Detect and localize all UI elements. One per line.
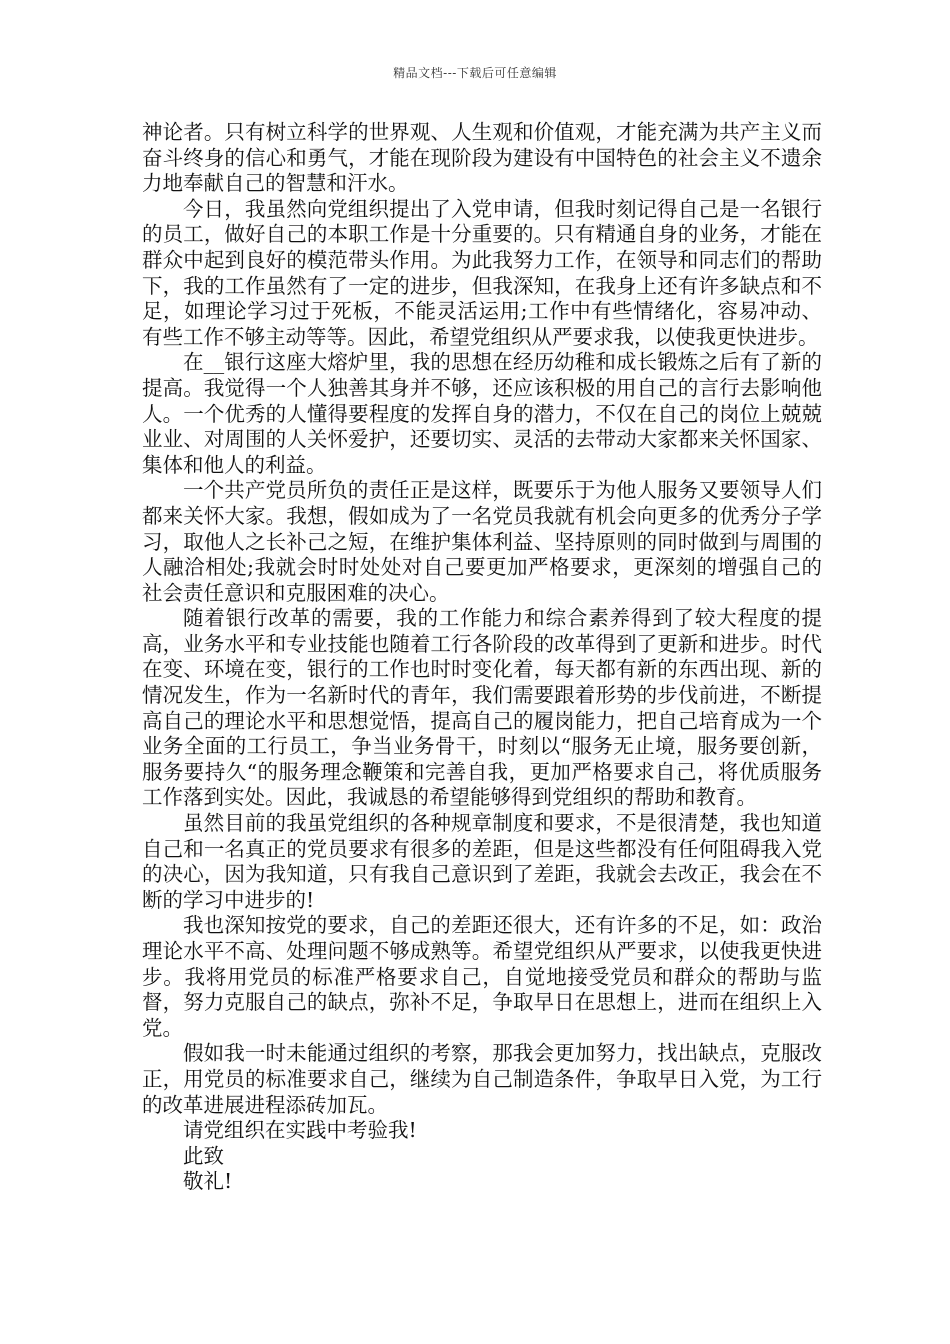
salutation-zhizhi: 此致: [183, 1143, 224, 1168]
closing-request: 请党组织在实践中考验我!: [183, 1118, 417, 1143]
paragraph: 假如我一时未能通过组织的考察，那我会更加努力，找出缺点，克服改正，用党员的标准要求自己，继续为自己制造条件，争取早日入党，为工行的改革进展进程添砖加瓦。: [142, 1041, 822, 1117]
paragraph: 我也深知按党的要求，自己的差距还很大，还有许多的不足，如：政治理论水平不高、处理问题不够成熟等。希望党组织从严要求，以使我更快进步。我将用党员的标准严格要求自己，自觉地接受党员和群众的帮助与监督，努力克服自己的缺点，弥补不足，争取早日在思想上，进而在组织上入党。: [142, 913, 822, 1040]
document-body: [142, 120, 822, 1195]
salutation-jingli: 敬礼!: [183, 1169, 233, 1194]
paragraph: 今日，我虽然向党组织提出了入党申请，但我时刻记得自己是一名银行的员工，做好自己的本职工作是十分重要的。只有精通自身的业务，才能在群众中起到良好的模范带头作用。为此我努力工作，在领导和同志们的帮助下，我的工作虽然有了一定的进步，但我深知，在我身上还有许多缺点和不足，如理论学习过于死板，不能灵活运用;工作中有些情绪化，容易冲动、有些工作不够主动等等。因此，希望党组织从严要求我，以使我更快进步。: [142, 196, 822, 349]
paragraph: 随着银行改革的需要，我的工作能力和综合素养得到了较大程度的提高，业务水平和专业技能也随着工行各阶段的改革得到了更新和进步。时代在变、环境在变，银行的工作也时时变化着，每天都有新的东西出现、新的情况发生，作为一名新时代的青年，我们需要跟着形势的步伐前进，不断提高自己的理论水平和思想觉悟，提高自己的履岗能力，把自己培育成为一个业务全面的工行员工，争当业务骨干，时刻以“服务无止境，服务要创新，服务要持久“的服务理念鞭策和完善自我，更加严格要求自己，将优质服务工作落到实处。因此，我诚恳的希望能够得到党组织的帮助和教育。: [142, 606, 822, 810]
paragraph: 一个共产党员所负的责任正是这样，既要乐于为他人服务又要领导人们都来关怀大家。我想，假如成为了一名党员我就有机会向更多的优秀分子学习，取他人之长补己之短，在维护集体利益、坚持原则的同时做到与周围的人融洽相处;我就会时时处处对自己要更加严格要求，更深刻的增强自己的社会责任意识和克服困难的决心。: [142, 478, 822, 605]
paragraph: 虽然目前的我虽党组织的各种规章制度和要求，不是很清楚，我也知道自己和一名真正的党员要求有很多的差距，但是这些都没有任何阻碍我入党的决心，因为我知道，只有我自己意识到了差距，我就会去改正，我会在不断的学习中进步的!: [142, 811, 822, 912]
paragraph-continuation: 神论者。只有树立科学的世界观、人生观和价值观，才能充满为共产主义而奋斗终身的信心和勇气，才能在现阶段为建设有中国特色的社会主义不遗余力地奉献自己的智慧和汗水。: [142, 120, 822, 196]
page-header: 精品文档---下载后可任意编辑: [393, 66, 557, 80]
paragraph: 在__银行这座大熔炉里，我的思想在经历幼稚和成长锻炼之后有了新的提高。我觉得一个人独善其身并不够，还应该积极的用自己的言行去影响他人。一个优秀的人懂得要程度的发挥自身的潜力，不仅在自己的岗位上兢兢业业、对周围的人关怀爱护，还要切实、灵活的去带动大家都来关怀国家、集体和他人的利益。: [142, 350, 822, 477]
